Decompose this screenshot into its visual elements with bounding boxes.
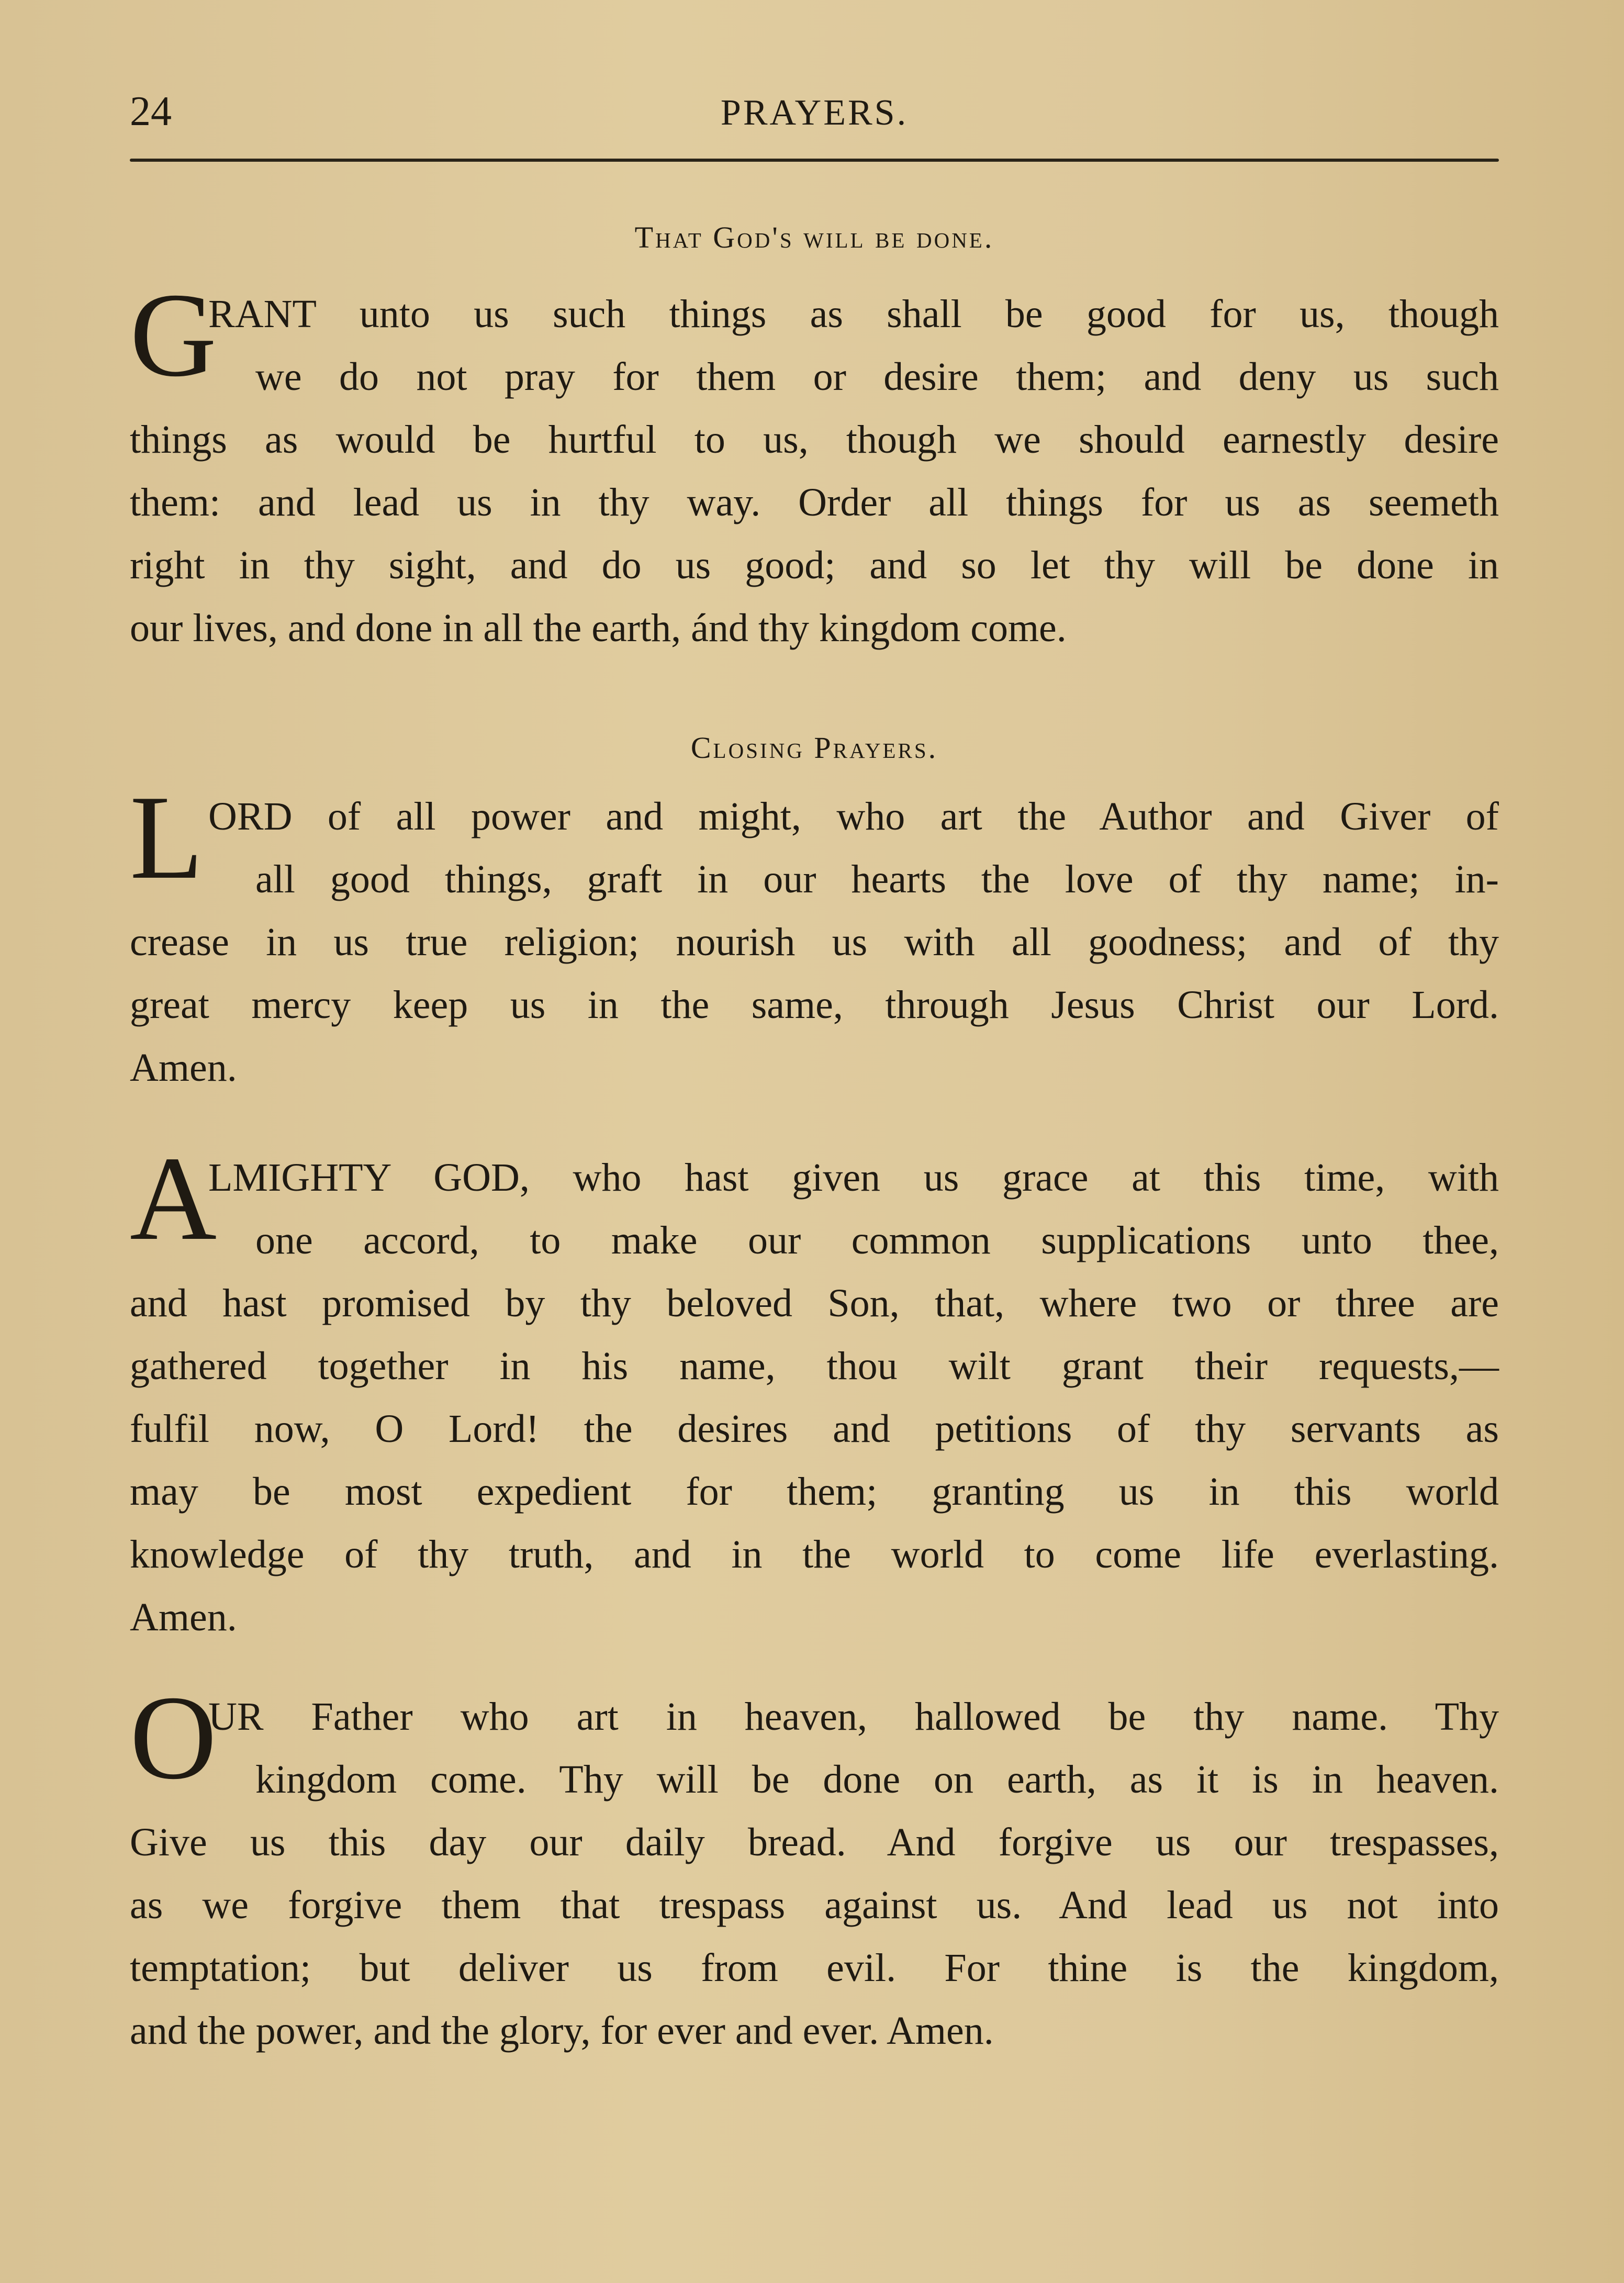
text-line: Amen. (130, 1046, 237, 1090)
prayer-our-father (130, 1671, 1499, 2062)
text-line: right in thy sight, and do us good; and so let thy will be done in (130, 543, 1499, 587)
dropcap: G (130, 268, 217, 401)
dropcap: A (130, 1132, 217, 1265)
page-number: 24 (130, 88, 172, 135)
text-line: Amen. (130, 1595, 237, 1639)
text-line: them: and lead us in thy way. Order all things for us as seemeth (130, 480, 1499, 524)
text-line: our lives, and done in all the earth, ánd thy kingdom come. (130, 606, 1067, 650)
text-line: fulfil now, O Lord! the desires and petitions of thy servants as (130, 1407, 1499, 1451)
running-head (130, 88, 1499, 140)
text-line: and hast promised by thy beloved Son, that, where two or three are (130, 1281, 1499, 1325)
dropcap: O (130, 1671, 217, 1804)
text-line: great mercy keep us in the same, through Jesus Christ our Lord. (130, 983, 1499, 1027)
text-line: and the power, and the glory, for ever and ever. Amen. (130, 2009, 994, 2053)
text-line: kingdom come. Thy will be done on earth, as it is in heaven. (255, 1758, 1499, 1801)
text-line: Give us this day our daily bread. And forgive us our trespasses, (130, 1820, 1499, 1864)
text-line: crease in us true religion; nourish us with all goodness; and of thy (130, 920, 1499, 964)
header-rule (130, 159, 1499, 162)
text-line: things as would be hurtful to us, though we should earnestly desire (130, 418, 1499, 462)
text-line: LMIGHTY GOD, who hast given us grace at this time, with (208, 1156, 1499, 1200)
text-line: we do not pray for them or desire them; and deny us such (255, 355, 1499, 399)
text-line: temptation; but deliver us from evil. For thine is the kingdom, (130, 1946, 1499, 1990)
section-title-gods-will: That God's will be done. (634, 220, 994, 254)
text-line: gathered together in his name, thou wilt grant their requests,— (130, 1344, 1499, 1388)
prayer-lord-of-all-power (130, 770, 1499, 1099)
text-line: RANT unto us such things as shall be good for us, though (208, 292, 1499, 336)
text-line: as we forgive them that trespass against us. And lead us not into (130, 1883, 1499, 1927)
prayer-grant-unto-us (130, 268, 1499, 659)
text-line: knowledge of thy truth, and in the world to come life everlasting. (130, 1532, 1499, 1576)
running-title: PRAYERS. (720, 93, 909, 133)
prayer-almighty-god (130, 1132, 1499, 1649)
text-line: ORD of all power and might, who art the Author and Giver of (208, 794, 1499, 838)
dropcap: L (130, 770, 204, 904)
text-line: UR Father who art in heaven, hallowed be thy name. Thy (208, 1695, 1499, 1739)
section-title-closing-prayers: Closing Prayers. (690, 731, 938, 765)
text-line: may be most expedient for them; granting us in this world (130, 1470, 1499, 1514)
text-line: all good things, graft in our hearts the love of thy name; in- (255, 857, 1499, 901)
text-line: one accord, to make our common supplications unto thee, (255, 1218, 1499, 1262)
